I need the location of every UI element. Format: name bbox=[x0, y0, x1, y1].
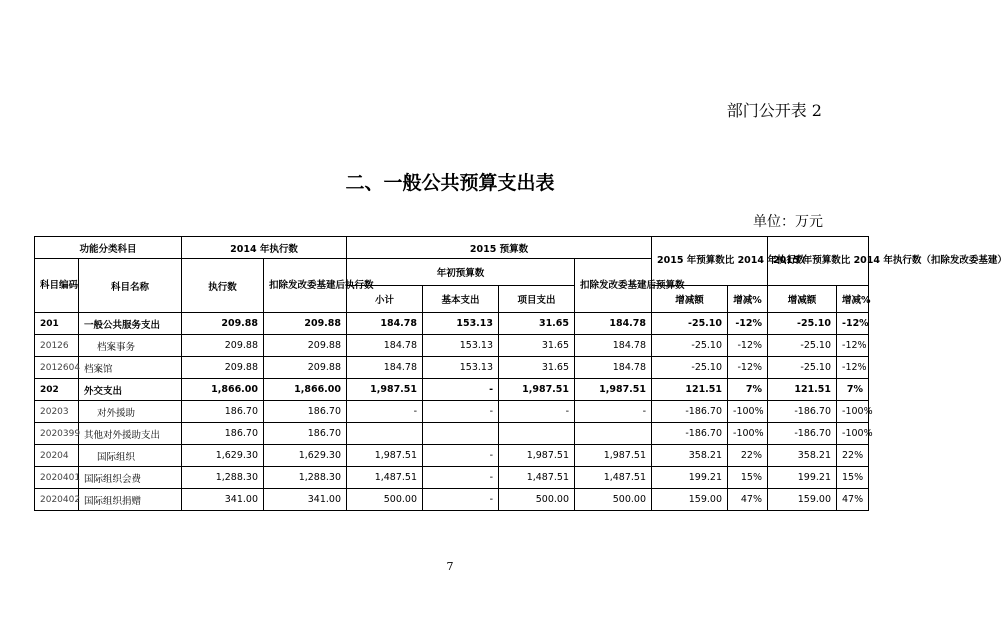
cell-exec: 209.88 bbox=[182, 357, 264, 379]
cell-increase-amt: -25.10 bbox=[652, 313, 728, 335]
cell-project: 1,487.51 bbox=[499, 467, 575, 489]
cell-code: 2020402 bbox=[35, 489, 79, 511]
cell-project: - bbox=[499, 401, 575, 423]
table-body bbox=[35, 313, 873, 511]
cell-exec-excl: 1,288.30 bbox=[264, 467, 347, 489]
page-number: 7 bbox=[446, 560, 454, 573]
table-row bbox=[35, 423, 869, 445]
cell-increase-pct: 15% bbox=[728, 467, 768, 489]
cell-name: 对外援助 bbox=[79, 401, 182, 423]
header-increase-pct: 增减% bbox=[728, 286, 768, 313]
header-exec-2014: 2014 年执行数 bbox=[182, 237, 347, 259]
cell-increase-pct: -100% bbox=[728, 423, 768, 445]
cell-name: 档案馆 bbox=[79, 357, 182, 379]
header-name: 科目名称 bbox=[79, 259, 182, 313]
cell-increase-amt: -186.70 bbox=[652, 423, 728, 445]
header-budget-excl: 扣除发改委基建后预算数 bbox=[575, 259, 652, 313]
cell-exec: 1,866.00 bbox=[182, 379, 264, 401]
cell-increase-amt2: 159.00 bbox=[768, 489, 837, 511]
cell-basic: - bbox=[423, 489, 499, 511]
cell-increase-pct2: -100% bbox=[837, 401, 869, 423]
cell-increase-amt2: -186.70 bbox=[768, 401, 837, 423]
cell-subtotal: 184.78 bbox=[347, 335, 423, 357]
cell-increase-amt: -186.70 bbox=[652, 401, 728, 423]
cell-project bbox=[499, 423, 575, 445]
cell-increase-amt: 199.21 bbox=[652, 467, 728, 489]
cell-subtotal bbox=[347, 423, 423, 445]
cell-code: 2020401 bbox=[35, 467, 79, 489]
cell-increase-amt2: 199.21 bbox=[768, 467, 837, 489]
cell-project: 1,987.51 bbox=[499, 379, 575, 401]
cell-increase-pct: 22% bbox=[728, 445, 768, 467]
cell-exec-excl: 209.88 bbox=[264, 313, 347, 335]
cell-increase-pct2: 47% bbox=[837, 489, 869, 511]
table-row bbox=[35, 357, 869, 379]
table-row bbox=[35, 467, 869, 489]
cell-increase-pct2: -12% bbox=[837, 313, 869, 335]
header-basic: 基本支出 bbox=[423, 286, 499, 313]
cell-project: 31.65 bbox=[499, 357, 575, 379]
cell-increase-pct: -12% bbox=[728, 335, 768, 357]
header-func-class: 功能分类科目 bbox=[35, 237, 182, 259]
header-exec-excl: 扣除发改委基建后执行数 bbox=[264, 259, 347, 313]
cell-increase-amt: -25.10 bbox=[652, 357, 728, 379]
cell-name: 国际组织会费 bbox=[79, 467, 182, 489]
cell-basic: - bbox=[423, 379, 499, 401]
cell-exec-excl: 209.88 bbox=[264, 357, 347, 379]
cell-increase-amt2: -25.10 bbox=[768, 335, 837, 357]
cell-exec-excl: 341.00 bbox=[264, 489, 347, 511]
cell-code: 2020399 bbox=[35, 423, 79, 445]
header-budget-2015: 2015 预算数 bbox=[347, 237, 652, 259]
cell-budget-excl bbox=[575, 423, 652, 445]
cell-increase-amt2: -25.10 bbox=[768, 357, 837, 379]
cell-exec-excl: 1,866.00 bbox=[264, 379, 347, 401]
cell-increase-pct2: 7% bbox=[837, 379, 869, 401]
cell-increase-pct2: -12% bbox=[837, 335, 869, 357]
cell-exec: 186.70 bbox=[182, 423, 264, 445]
cell-name: 国际组织 bbox=[79, 445, 182, 467]
cell-increase-pct2: -12% bbox=[837, 357, 869, 379]
table-row bbox=[35, 401, 869, 423]
cell-increase-pct: -100% bbox=[728, 401, 768, 423]
cell-increase-pct2: 15% bbox=[837, 467, 869, 489]
cell-basic: 153.13 bbox=[423, 335, 499, 357]
cell-name: 一般公共服务支出 bbox=[79, 313, 182, 335]
cell-exec: 186.70 bbox=[182, 401, 264, 423]
cell-name: 国际组织捐赠 bbox=[79, 489, 182, 511]
cell-exec: 1,288.30 bbox=[182, 467, 264, 489]
cell-increase-pct: -12% bbox=[728, 313, 768, 335]
cell-subtotal: 500.00 bbox=[347, 489, 423, 511]
header-project: 项目支出 bbox=[499, 286, 575, 313]
cell-subtotal: - bbox=[347, 401, 423, 423]
page-title: 二、一般公共预算支出表 bbox=[345, 172, 555, 194]
header-exec: 执行数 bbox=[182, 259, 264, 313]
table-row bbox=[35, 489, 869, 511]
cell-increase-amt: -25.10 bbox=[652, 335, 728, 357]
document-label: 部门公开表 2 bbox=[726, 101, 822, 120]
cell-budget-excl: 1,487.51 bbox=[575, 467, 652, 489]
cell-exec: 1,629.30 bbox=[182, 445, 264, 467]
cell-exec-excl: 1,629.30 bbox=[264, 445, 347, 467]
cell-budget-excl: 500.00 bbox=[575, 489, 652, 511]
cell-subtotal: 1,487.51 bbox=[347, 467, 423, 489]
table-row bbox=[35, 313, 869, 335]
header-initial-budget: 年初预算数 bbox=[347, 259, 575, 286]
cell-increase-amt2: -186.70 bbox=[768, 423, 837, 445]
header-code: 科目编码 bbox=[35, 259, 79, 313]
cell-basic: 153.13 bbox=[423, 357, 499, 379]
cell-basic: - bbox=[423, 445, 499, 467]
cell-code: 201 bbox=[35, 313, 79, 335]
budget-expenditure-table bbox=[34, 236, 1007, 511]
cell-budget-excl: 1,987.51 bbox=[575, 379, 652, 401]
cell-project: 1,987.51 bbox=[499, 445, 575, 467]
cell-increase-amt2: 358.21 bbox=[768, 445, 837, 467]
cell-exec-excl: 186.70 bbox=[264, 423, 347, 445]
cell-budget-excl: 1,987.51 bbox=[575, 445, 652, 467]
cell-increase-pct2: 22% bbox=[837, 445, 869, 467]
cell-code: 20126 bbox=[35, 335, 79, 357]
cell-basic: - bbox=[423, 467, 499, 489]
cell-increase-amt: 121.51 bbox=[652, 379, 728, 401]
cell-budget-excl: - bbox=[575, 401, 652, 423]
cell-budget-excl: 184.78 bbox=[575, 357, 652, 379]
header-increase-amt: 增减额 bbox=[652, 286, 728, 313]
cell-exec: 341.00 bbox=[182, 489, 264, 511]
cell-basic: - bbox=[423, 401, 499, 423]
header-subtotal: 小计 bbox=[347, 286, 423, 313]
unit-label: 单位：万元 bbox=[753, 214, 823, 230]
cell-increase-pct: 7% bbox=[728, 379, 768, 401]
table-row bbox=[35, 445, 869, 467]
cell-increase-pct: 47% bbox=[728, 489, 768, 511]
cell-increase-amt2: -25.10 bbox=[768, 313, 837, 335]
cell-name: 档案事务 bbox=[79, 335, 182, 357]
cell-subtotal: 1,987.51 bbox=[347, 379, 423, 401]
cell-code: 202 bbox=[35, 379, 79, 401]
cell-increase-pct2: -100% bbox=[837, 423, 869, 445]
cell-code: 2012604 bbox=[35, 357, 79, 379]
cell-name: 外交支出 bbox=[79, 379, 182, 401]
cell-project: 500.00 bbox=[499, 489, 575, 511]
cell-budget-excl: 184.78 bbox=[575, 335, 652, 357]
header-compare-excl: 2015 年预算数比 2014 年执行数（扣除发改委基建） bbox=[768, 237, 869, 286]
cell-project: 31.65 bbox=[499, 313, 575, 335]
cell-subtotal: 184.78 bbox=[347, 313, 423, 335]
header-increase-amt2: 增减额 bbox=[768, 286, 837, 313]
cell-increase-pct: -12% bbox=[728, 357, 768, 379]
cell-subtotal: 1,987.51 bbox=[347, 445, 423, 467]
cell-basic bbox=[423, 423, 499, 445]
cell-budget-excl: 184.78 bbox=[575, 313, 652, 335]
cell-code: 20203 bbox=[35, 401, 79, 423]
cell-exec-excl: 186.70 bbox=[264, 401, 347, 423]
header-compare-exec: 2015 年预算数比 2014 年执行数 bbox=[652, 237, 768, 286]
cell-project: 31.65 bbox=[499, 335, 575, 357]
cell-basic: 153.13 bbox=[423, 313, 499, 335]
cell-subtotal: 184.78 bbox=[347, 357, 423, 379]
cell-code: 20204 bbox=[35, 445, 79, 467]
cell-exec-excl: 209.88 bbox=[264, 335, 347, 357]
header-increase-pct2: 增减% bbox=[837, 286, 869, 313]
cell-exec: 209.88 bbox=[182, 313, 264, 335]
table-row bbox=[35, 379, 869, 401]
cell-increase-amt2: 121.51 bbox=[768, 379, 837, 401]
cell-exec: 209.88 bbox=[182, 335, 264, 357]
table-row bbox=[35, 335, 869, 357]
cell-name: 其他对外援助支出 bbox=[79, 423, 182, 445]
cell-increase-amt: 358.21 bbox=[652, 445, 728, 467]
cell-increase-amt: 159.00 bbox=[652, 489, 728, 511]
